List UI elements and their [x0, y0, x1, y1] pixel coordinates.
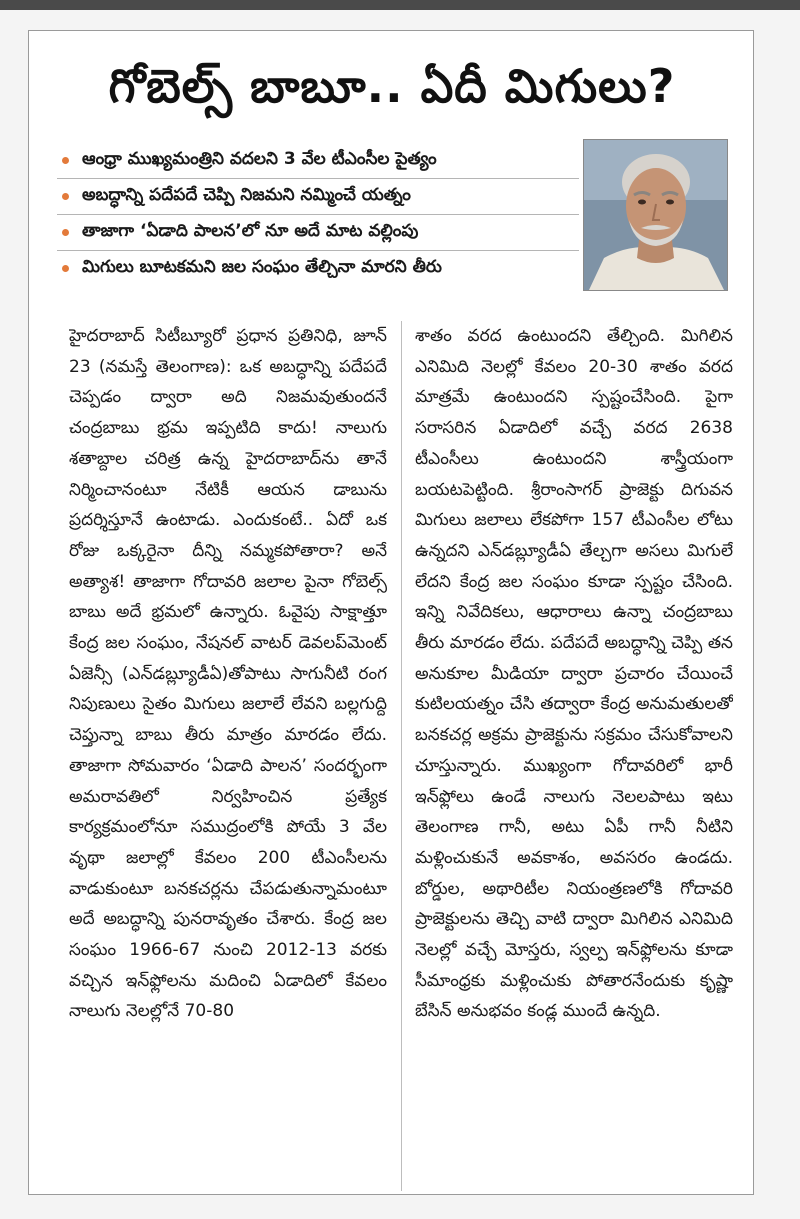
subheadline-item: [57, 179, 579, 215]
subheadline-item: [57, 143, 579, 179]
subheadline-text: ఆంధ్రా ముఖ్యమంత్రిని వదలని 3 వేల టీఎంసీల పైత్యం: [82, 148, 437, 169]
top-bar: [0, 0, 800, 10]
subheadline-item: [57, 215, 579, 251]
bullet-dot-icon: [62, 229, 69, 236]
body-column-left: హైదరాబాద్ సిటీబ్యూరో ప్రధాన ప్రతినిధి, జూన్ 23 (నమస్తే తెలంగాణ): ఒక అబద్ధాన్ని పదేపదే చెప్పడం ద్వారా అది నిజమవుతుందనే చంద్రబాబు భ్రమ ఇప్పటిది కాదు! నాలుగు శతాబ్దాల చరిత్ర ఉన్న హైదరాబాద్‌ను తానే నిర్మించానంటూ నేటికీ ఆయన డాబును ప్రదర్శిస్తూనే ఉంటాడు. ఎందుకంటే.. ఏదో ఒక రోజు ఒక్కరైనా దీన్ని నమ్మకపోతారా? అనే అత్యాశ! తాజాగా గోదావరి జలాల పైనా గోబెల్స్ బాబు అదే భ్రమలో ఉన్నారు. ఓవైపు సాక్షాత్తూ కేంద్ర జల సంఘం, నేషనల్ వాటర్ డెవలప్‌మెంట్ ఏజెన్సీ (ఎన్‌డబ్ల్యూడీఏ)తోపాటు సాగునీటి రంగ నిపుణులు సైతం మిగులు జలాలే లేవని బల్లగుద్ది చెప్తున్నా బాబు తీరు మాత్రం మారడం లేదు. తాజాగా సోమవారం ‘ఏడాది పాలన’ సందర్భంగా అమరావతిలో నిర్వహించిన ప్రత్యేక కార్యక్రమంలోనూ సముద్రంలోకి పోయే 3 వేల వృథా జలాల్లో కేవలం 200 టీఎంసీలను వాడుకుంటూ బనకచర్లను చేపడుతున్నామంటూ అదే అబద్ధాన్ని పునరావృతం చేశారు. కేంద్ర జల సంఘం 1966-67 నుంచి 2012-13 వరకు వచ్చిన ఇన్‌ఫ్లోలను మదించి ఏడాదిలో కేవలం నాలుగు నెలల్లోనే 70-80: [69, 326, 387, 1022]
portrait-icon: [584, 140, 727, 290]
bullet-dot-icon: [62, 265, 69, 272]
body-columns: [69, 321, 733, 1191]
portrait-photo: [583, 139, 728, 291]
subheadline-list: [57, 143, 579, 286]
headline: గోబెల్స్ బాబూ.. ఏదీ మిగులు?: [108, 59, 676, 113]
subheadline-item: [57, 251, 579, 286]
bullet-dot-icon: [62, 193, 69, 200]
subheadline-text: అబద్ధాన్ని పదేపదే చెప్పి నిజమని నమ్మించే యత్నం: [82, 184, 411, 205]
subheadline-text: తాజాగా ‘ఏడాది పాలన’లో నూ అదే మాట వల్లింపు: [82, 220, 419, 241]
subheadline-text: మిగులు బూటకమని జల సంఘం తేల్చినా మారని తీరు: [82, 256, 442, 277]
bullet-dot-icon: [62, 157, 69, 164]
column-divider: [401, 321, 402, 1191]
news-article: [28, 30, 754, 1195]
body-column-right: శాతం వరద ఉంటుందని తేల్చింది. మిగిలిన ఎనిమిది నెలల్లో కేవలం 20-30 శాతం వరద మాత్రమే ఉంటుందని స్పష్టంచేసింది. పైగా సరాసరిన ఏడాదిలో వచ్చే వరద 2638 టీఎంసీలు ఉంటుందని శాస్త్రీయంగా బయటపెట్టింది. శ్రీరాంసాగర్ ప్రాజెక్టు దిగువన మిగులు జలాలు లేకపోగా 157 టీఎంసీల లోటు ఉన్నదని ఎన్‌డబ్ల్యూడీఏ తేల్చగా అసలు మిగులే లేదని కేంద్ర జల సంఘం కూడా స్పష్టం చేసింది. ఇన్ని నివేదికలు, ఆధారాలు ఉన్నా చంద్రబాబు తీరు మారడం లేదు. పదేపదే అబద్ధాన్ని చెప్పి తన అనుకూల మీడియా ద్వారా ప్రచారం చేయించే కుటిలయత్నం చేసి తద్వారా కేంద్ర అనుమతులతో బనకచర్ల అక్రమ ప్రాజెక్టును సక్రమం చేసుకోవాలని చూస్తున్నారు. ముఖ్యంగా గోదావరిలో భారీ ఇన్‌ఫ్లోలు ఉండే నాలుగు నెలలపాటు ఇటు తెలంగాణ గానీ, అటు ఏపీ గానీ నీటిని మళ్లించుకునే అవకాశం, అవసరం ఉండదు. బోర్డుల, అథారిటీల నియంత్రణలోకి గోదావరి ప్రాజెక్టులను తెచ్చి వాటి ద్వారా మిగిలిన ఎనిమిది నెలల్లో వచ్చే మోస్తరు, స్వల్ప ఇన్‌ఫ్లోలను కూడా సీమాంధ్రకు మళ్లించుకు పోతారనేందుకు కృష్ణా బేసిన్ అనుభవం కండ్ల ముందే ఉన్నది.: [415, 326, 733, 1022]
